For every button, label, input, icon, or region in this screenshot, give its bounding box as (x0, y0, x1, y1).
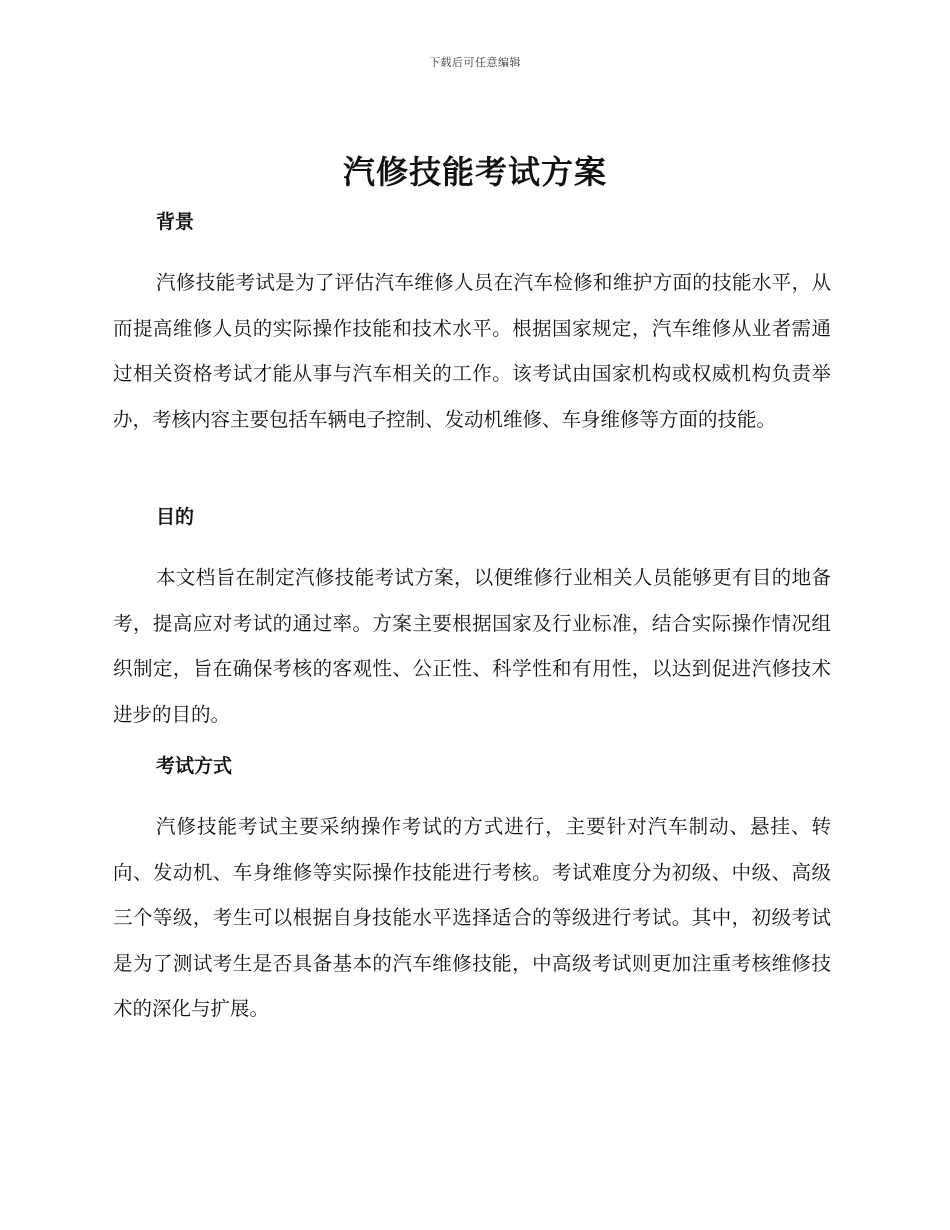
section-heading-exam-method: 考试方式 (156, 755, 233, 777)
section-background (113, 208, 831, 442)
section-body-purpose: 本文档旨在制定汽修技能考试方案，以便维修行业相关人员能够更有目的地备考，提高应对考试的通过率。方案主要根据国家及行业标准，结合实际操作情况组织制定，旨在确保考核的客观性、公正性、科学性和有用性，以达到促进汽修技术进步的目的。 (113, 566, 831, 726)
section-body-background: 汽修技能考试是为了评估汽车维修人员在汽车检修和维护方面的技能水平，从而提高维修人员的实际操作技能和技术水平。根据国家规定，汽车维修从业者需通过相关资格考试才能从事与汽车相关的工作。该考试由国家机构或权威机构负责举办，考核内容主要包括车辆电子控制、发动机维修、车身维修等方面的技能。 (113, 271, 831, 431)
document-title: 汽修技能考试方案 (342, 153, 607, 191)
section-body-exam-method: 汽修技能考试主要采纳操作考试的方式进行，主要针对汽车制动、悬挂、转向、发动机、车身维修等实际操作技能进行考核。考试难度分为初级、中级、高级三个等级，考生可以根据自身技能水平选择适合的等级进行考试。其中，初级考试是为了测试考生是否具备基本的汽车维修技能，中高级考试则更加注重考核维修技术的深化与扩展。 (113, 815, 831, 1020)
section-heading-background: 背景 (156, 211, 195, 233)
section-purpose (113, 503, 831, 737)
section-exam-method (113, 752, 831, 1032)
page-header-note: 下载后可任意编辑 (429, 56, 521, 69)
section-heading-purpose: 目的 (156, 506, 195, 528)
